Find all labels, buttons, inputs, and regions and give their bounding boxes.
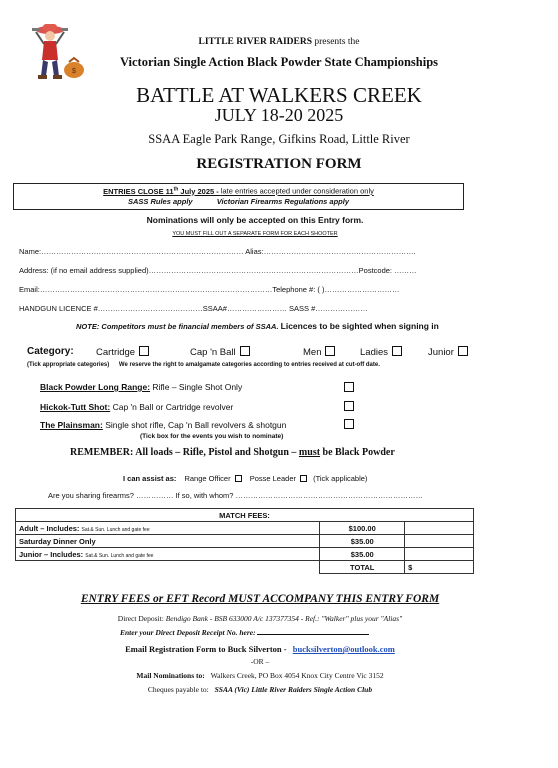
posse-leader-checkbox[interactable] (300, 475, 307, 482)
category-cartridge[interactable] (96, 346, 149, 358)
fee-row-dinner (16, 535, 474, 548)
fee-row-junior (16, 548, 474, 561)
email-link[interactable]: bucksilverton@outlook.com (292, 644, 395, 654)
venue: SSAA Eagle Park Range, Gifkins Road, Little River (148, 132, 410, 146)
email-registration-line (0, 644, 520, 654)
posse-leader-label: Posse Leader (249, 474, 296, 483)
fee-amount-dinner[interactable] (405, 535, 474, 548)
mail-nominations-line (0, 671, 520, 680)
junior-label: Junior (428, 347, 454, 358)
cartridge-checkbox[interactable] (139, 346, 149, 356)
championship-title: Victorian Single Action Black Powder State Championships (119, 55, 439, 69)
fee-label-dinner: Saturday Dinner Only (16, 535, 320, 548)
fee-total-spacer (16, 561, 320, 574)
junior-checkbox[interactable] (458, 346, 468, 356)
receipt-line (120, 627, 369, 637)
event-plainsman (40, 420, 286, 430)
category-label: Category: (27, 346, 74, 357)
cap-n-ball-label: Cap 'n Ball (190, 347, 236, 358)
hickok-tutt-name: Hickok-Tutt Shot: (40, 402, 111, 412)
event-dates: JULY 18-20 2025 (214, 105, 344, 125)
cheques-line (0, 685, 520, 694)
licence-field[interactable]: HANDGUN LICENCE #……………………………………SSAA#…………………… SASS #………………… (19, 304, 368, 313)
entries-close-line (14, 186, 463, 196)
tick-applicable-note: (Tick applicable) (313, 474, 368, 483)
cap-n-ball-checkbox[interactable] (240, 346, 250, 356)
name-alias-field[interactable]: Name:……………………………………………………………………… Alias:……………………………………………………. (19, 247, 416, 256)
email-telephone-field[interactable]: Email:…………………………………………………………………………………Telephone #: ( )………………………… (19, 285, 400, 294)
junior-fee-label: Junior – Includes: (19, 549, 84, 559)
cowboy-logo (28, 22, 90, 82)
cheques-label: Cheques payable to: (147, 685, 209, 694)
entry-fees-note: ENTRY FEES or EFT Record MUST ACCOMPANY THIS ENTRY FORM (80, 593, 440, 605)
direct-deposit-line (0, 614, 520, 623)
fee-row-adult (16, 522, 474, 535)
plainsman-checkbox[interactable] (344, 419, 354, 429)
direct-deposit-details: Bendigo Bank - BSB 633000 A/c 137377354 - Ref.: "Walker" plus your "Alias" (165, 614, 403, 623)
category-men[interactable] (303, 346, 335, 358)
entries-close-text: ENTRIES CLOSE 11 (103, 186, 174, 196)
address-field[interactable]: Address: (if no email address supplied)…………………………………………………………………………Postcode: ……… (19, 266, 417, 275)
men-label: Men (303, 347, 322, 358)
rules-line (14, 197, 463, 206)
direct-deposit-label: Direct Deposit: (117, 614, 164, 623)
sass-rules: SASS Rules apply (127, 196, 193, 206)
cheques-payee: SSAA (Vic) Little River Raiders Single Action Club (214, 685, 373, 694)
adult-label: Adult – Includes: (19, 523, 80, 533)
adult-includes: Sat.& Sun. Lunch and gate fee (81, 526, 150, 533)
ladies-label: Ladies (360, 347, 388, 358)
long-range-desc: Rifle – Single Shot Only (152, 382, 243, 392)
long-range-checkbox[interactable] (344, 382, 354, 392)
men-checkbox[interactable] (325, 346, 335, 356)
event-long-range (40, 382, 242, 392)
events-tick-note: (Tick box for the events you wish to nominate) (140, 433, 284, 440)
category-cap-n-ball[interactable] (190, 346, 250, 358)
form-title: REGISTRATION FORM (196, 156, 362, 172)
nominations-note: Nominations will only be accepted on this Entry form. (146, 215, 364, 225)
plainsman-name: The Plainsman: (40, 420, 103, 430)
category-ladies[interactable] (360, 346, 402, 358)
fee-price-junior: $35.00 (320, 548, 405, 561)
fee-row-total (16, 561, 474, 574)
entries-close-date: July 2025 - (178, 186, 221, 196)
fee-price-dinner: $35.00 (320, 535, 405, 548)
assist-row (123, 474, 367, 483)
junior-includes: Sat.& Sun. Lunch and gate fee (85, 552, 154, 559)
plainsman-desc: Single shot rifle, Cap 'n Ball revolvers & shotgun (105, 420, 287, 430)
cartridge-label: Cartridge (96, 347, 136, 358)
range-officer-checkbox[interactable] (235, 475, 242, 482)
remember-must: must (298, 447, 321, 458)
fee-amount-junior[interactable] (405, 548, 474, 561)
presents-line (0, 37, 558, 47)
fee-label-junior (16, 548, 320, 561)
receipt-input[interactable] (257, 627, 369, 635)
match-fees-header: MATCH FEES: (16, 509, 474, 522)
ssaa-note (76, 321, 439, 331)
category-junior[interactable] (428, 346, 468, 358)
email-registration-label: Email Registration Form to Buck Silverton - (125, 644, 287, 654)
separate-form-note: YOU MUST FILL OUT A SEPARATE FORM FOR EACH SHOOTER (172, 231, 338, 237)
remember-post: be Black Powder (320, 447, 395, 458)
club-name: LITTLE RIVER RAIDERS (198, 37, 312, 47)
remember-note (70, 447, 395, 458)
long-range-name: Black Powder Long Range: (40, 382, 151, 392)
fee-label-adult (16, 522, 320, 535)
ssaa-note-italic: NOTE: Competitors must be financial members of SSAA. (76, 322, 279, 331)
range-officer-label: Range Officer (184, 474, 231, 483)
svg-text:$: $ (72, 68, 76, 75)
or-separator: -OR – (250, 657, 270, 666)
remember-pre: REMEMBER: All loads – Rifle, Pistol and Shotgun – (70, 447, 299, 458)
event-hickok-tutt (40, 402, 233, 412)
presents-text: presents the (314, 37, 360, 47)
fee-price-adult: $100.00 (320, 522, 405, 535)
match-fees-table (15, 508, 474, 574)
mail-nominations-label: Mail Nominations to: (136, 671, 205, 680)
event-title: BATTLE AT WALKERS CREEK (136, 83, 422, 107)
tick-categories-note: (Tick appropriate categories) (27, 362, 110, 368)
hickok-tutt-checkbox[interactable] (344, 401, 354, 411)
amalgamate-note: We reserve the right to amalgamate categories according to entries received at cut-off date. (118, 362, 380, 368)
fee-total-label: TOTAL (320, 561, 405, 574)
licence-sighted-note: Licences to be sighted when signing in (280, 321, 439, 331)
hickok-tutt-desc: Cap 'n Ball or Cartridge revolver (112, 402, 234, 412)
firearms-regulations: Victorian Firearms Regulations apply (216, 196, 350, 206)
assist-label: I can assist as: (123, 474, 177, 483)
fee-amount-adult[interactable] (405, 522, 474, 535)
entries-close-sup: th (173, 186, 179, 192)
category-notes (27, 362, 380, 368)
late-entries-text: late entries accepted under consideration only (220, 186, 374, 196)
entries-close-box (13, 183, 464, 210)
ladies-checkbox[interactable] (392, 346, 402, 356)
receipt-label: Enter your Direct Deposit Receipt No. here: (120, 628, 256, 637)
mail-address: Walkers Creek, PO Box 4054 Knox City Centre Vic 3152 (210, 671, 384, 680)
fee-total-value[interactable]: $ (405, 561, 474, 574)
sharing-firearms-field[interactable]: Are you sharing firearms? …………… If so, with whom? ………………………………………………………………… (48, 491, 424, 500)
